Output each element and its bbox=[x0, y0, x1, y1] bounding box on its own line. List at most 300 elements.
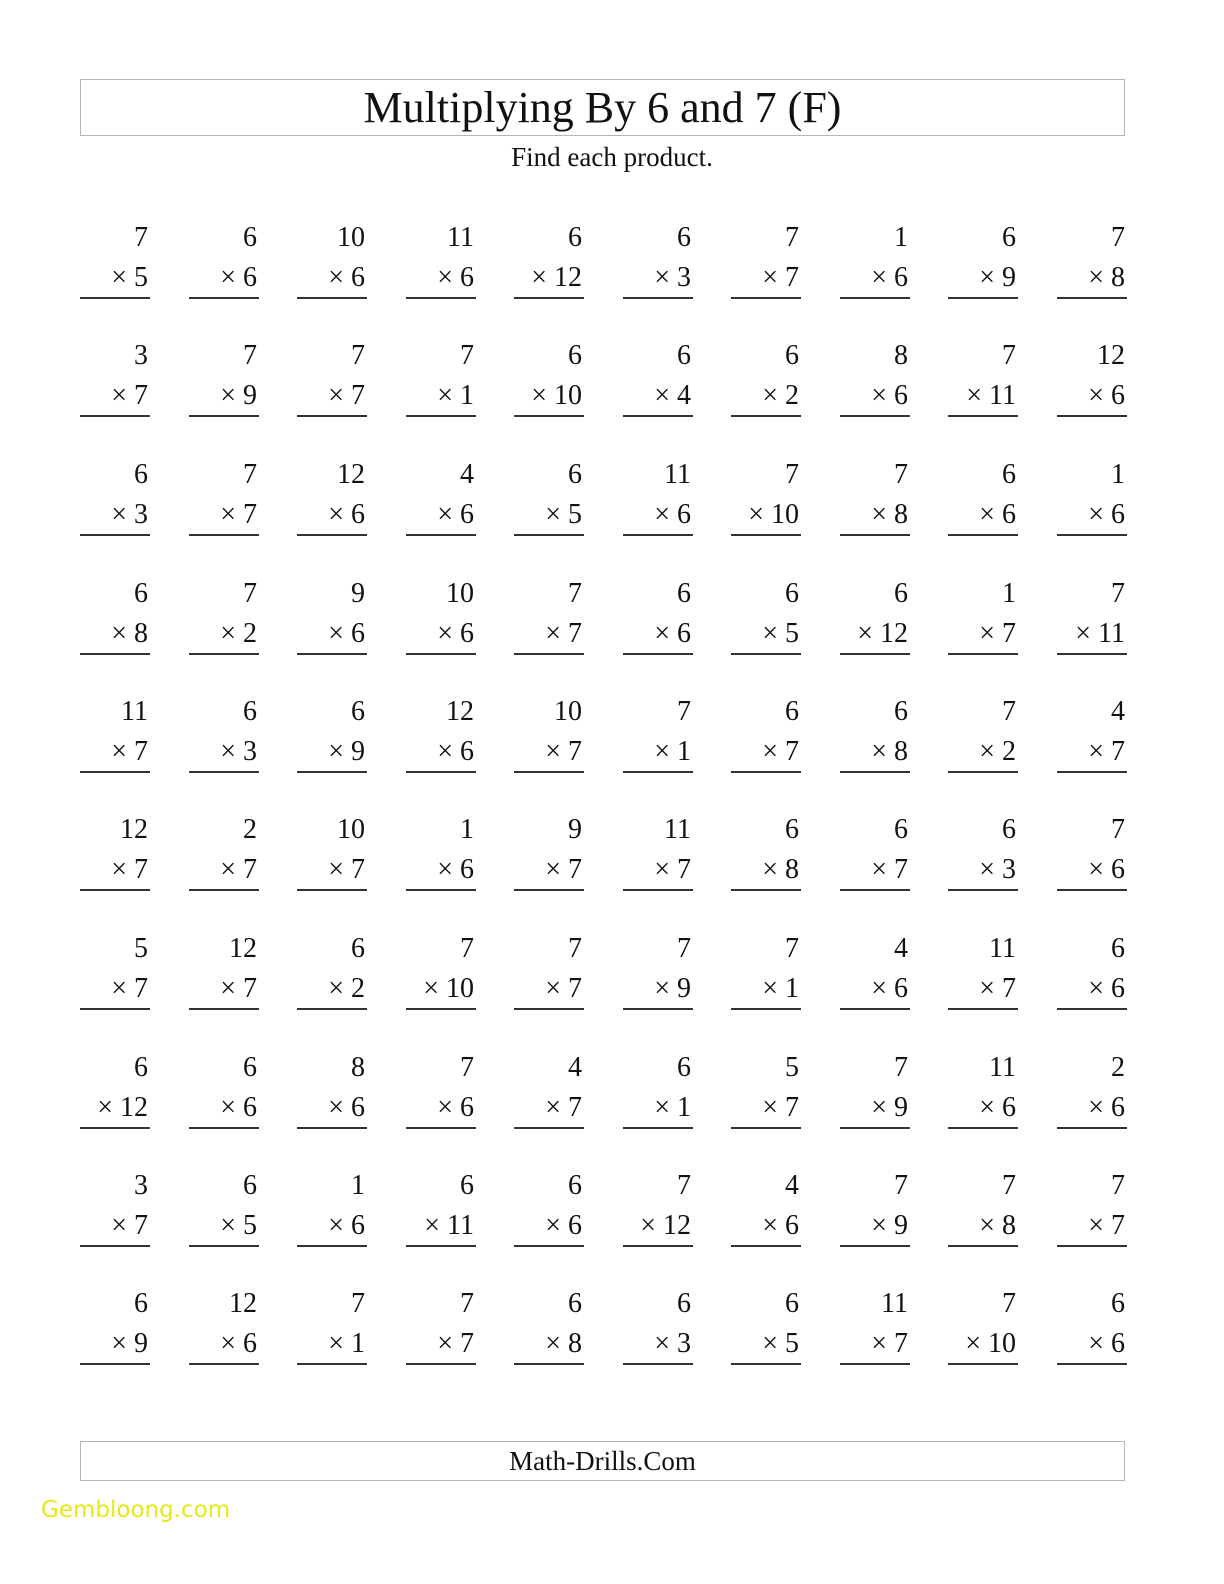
multiplier: × 1 bbox=[654, 1092, 691, 1123]
answer-line[interactable] bbox=[80, 1008, 150, 1010]
multiplicand: 6 bbox=[134, 1288, 148, 1319]
answer-line[interactable] bbox=[189, 1363, 259, 1365]
answer-line[interactable] bbox=[514, 1245, 584, 1247]
multiplier: × 7 bbox=[871, 854, 908, 885]
problem bbox=[840, 338, 910, 418]
multiplicand: 6 bbox=[351, 696, 365, 727]
answer-line[interactable] bbox=[514, 415, 584, 417]
multiplier: × 6 bbox=[1088, 973, 1125, 1004]
multiplicand: 7 bbox=[243, 459, 257, 490]
problem bbox=[1057, 338, 1127, 418]
multiplicand: 1 bbox=[894, 222, 908, 253]
answer-line[interactable] bbox=[948, 1008, 1018, 1010]
multiplier: × 6 bbox=[328, 1210, 365, 1241]
multiplier: × 8 bbox=[871, 499, 908, 530]
multiplier: × 12 bbox=[640, 1210, 691, 1241]
multiplier: × 10 bbox=[965, 1328, 1016, 1359]
answer-line[interactable] bbox=[80, 415, 150, 417]
multiplier: × 5 bbox=[762, 1328, 799, 1359]
multiplicand: 6 bbox=[568, 340, 582, 371]
multiplicand: 6 bbox=[785, 578, 799, 609]
answer-line[interactable] bbox=[948, 1363, 1018, 1365]
multiplicand: 6 bbox=[134, 1052, 148, 1083]
answer-line[interactable] bbox=[1057, 1363, 1127, 1365]
problem bbox=[80, 931, 150, 1011]
answer-line[interactable] bbox=[514, 653, 584, 655]
multiplicand: 2 bbox=[1111, 1052, 1125, 1083]
multiplicand: 3 bbox=[134, 1170, 148, 1201]
answer-line[interactable] bbox=[948, 1245, 1018, 1247]
answer-line[interactable] bbox=[623, 1245, 693, 1247]
multiplier: × 6 bbox=[654, 499, 691, 530]
answer-line[interactable] bbox=[623, 415, 693, 417]
answer-line[interactable] bbox=[840, 534, 910, 536]
multiplier: × 6 bbox=[437, 618, 474, 649]
multiplier: × 7 bbox=[111, 380, 148, 411]
answer-line[interactable] bbox=[1057, 1127, 1127, 1129]
answer-line[interactable] bbox=[840, 1245, 910, 1247]
multiplier: × 5 bbox=[545, 499, 582, 530]
answer-line[interactable] bbox=[514, 889, 584, 891]
multiplicand: 10 bbox=[554, 696, 582, 727]
multiplicand: 12 bbox=[120, 814, 148, 845]
multiplicand: 10 bbox=[337, 222, 365, 253]
answer-line[interactable] bbox=[731, 534, 801, 536]
answer-line[interactable] bbox=[297, 534, 367, 536]
multiplier: × 12 bbox=[97, 1092, 148, 1123]
multiplicand: 7 bbox=[243, 340, 257, 371]
problem bbox=[80, 1168, 150, 1248]
problem bbox=[80, 694, 150, 774]
multiplier: × 9 bbox=[871, 1092, 908, 1123]
multiplicand: 4 bbox=[894, 933, 908, 964]
answer-line[interactable] bbox=[1057, 415, 1127, 417]
answer-line[interactable] bbox=[840, 1008, 910, 1010]
multiplier: × 11 bbox=[1075, 618, 1125, 649]
problem bbox=[948, 812, 1018, 892]
answer-line[interactable] bbox=[189, 1245, 259, 1247]
problem bbox=[189, 457, 259, 537]
answer-line[interactable] bbox=[1057, 1008, 1127, 1010]
problem bbox=[1057, 220, 1127, 300]
answer-line[interactable] bbox=[406, 653, 476, 655]
multiplier: × 7 bbox=[220, 973, 257, 1004]
problem bbox=[297, 812, 367, 892]
problem-row bbox=[80, 576, 1126, 676]
problem bbox=[1057, 1050, 1127, 1130]
multiplicand: 6 bbox=[677, 222, 691, 253]
answer-line[interactable] bbox=[948, 1127, 1018, 1129]
multiplicand: 6 bbox=[785, 696, 799, 727]
problem bbox=[731, 812, 801, 892]
answer-line[interactable] bbox=[297, 297, 367, 299]
problem bbox=[1057, 576, 1127, 656]
multiplier: × 3 bbox=[654, 1328, 691, 1359]
problem bbox=[297, 931, 367, 1011]
answer-line[interactable] bbox=[406, 1008, 476, 1010]
answer-line[interactable] bbox=[80, 889, 150, 891]
multiplier: × 8 bbox=[762, 854, 799, 885]
answer-line[interactable] bbox=[80, 1363, 150, 1365]
answer-line[interactable] bbox=[623, 534, 693, 536]
answer-line[interactable] bbox=[731, 415, 801, 417]
problem bbox=[514, 1286, 584, 1366]
answer-line[interactable] bbox=[80, 297, 150, 299]
problem bbox=[297, 1050, 367, 1130]
problem bbox=[623, 1168, 693, 1248]
problem bbox=[623, 1050, 693, 1130]
answer-line[interactable] bbox=[189, 771, 259, 773]
multiplier: × 7 bbox=[437, 1328, 474, 1359]
answer-line[interactable] bbox=[731, 889, 801, 891]
answer-line[interactable] bbox=[80, 1127, 150, 1129]
answer-line[interactable] bbox=[840, 889, 910, 891]
multiplicand: 7 bbox=[1002, 696, 1016, 727]
problem bbox=[80, 1050, 150, 1130]
multiplier: × 7 bbox=[1088, 736, 1125, 767]
multiplicand: 2 bbox=[243, 814, 257, 845]
problem bbox=[948, 1286, 1018, 1366]
problem bbox=[406, 931, 476, 1011]
problem bbox=[189, 694, 259, 774]
problem bbox=[1057, 931, 1127, 1011]
multiplicand: 11 bbox=[664, 814, 691, 845]
answer-line[interactable] bbox=[840, 297, 910, 299]
answer-line[interactable] bbox=[406, 1363, 476, 1365]
answer-line[interactable] bbox=[297, 889, 367, 891]
problem-row bbox=[80, 1286, 1126, 1386]
multiplicand: 6 bbox=[243, 1052, 257, 1083]
problem bbox=[731, 931, 801, 1011]
multiplier: × 12 bbox=[857, 618, 908, 649]
problem bbox=[731, 338, 801, 418]
answer-line[interactable] bbox=[80, 1245, 150, 1247]
answer-line[interactable] bbox=[80, 534, 150, 536]
problem bbox=[840, 694, 910, 774]
problem-row bbox=[80, 338, 1126, 438]
answer-line[interactable] bbox=[623, 771, 693, 773]
answer-line[interactable] bbox=[840, 415, 910, 417]
problem-row bbox=[80, 694, 1126, 794]
problem bbox=[623, 1286, 693, 1366]
multiplicand: 7 bbox=[1111, 578, 1125, 609]
multiplier: × 6 bbox=[437, 1092, 474, 1123]
problem bbox=[514, 457, 584, 537]
problem bbox=[514, 931, 584, 1011]
answer-line[interactable] bbox=[297, 1127, 367, 1129]
answer-line[interactable] bbox=[731, 1008, 801, 1010]
problem bbox=[623, 457, 693, 537]
multiplicand: 8 bbox=[894, 340, 908, 371]
multiplier: × 8 bbox=[1088, 262, 1125, 293]
answer-line[interactable] bbox=[731, 1363, 801, 1365]
problem bbox=[406, 694, 476, 774]
multiplier: × 6 bbox=[1088, 1092, 1125, 1123]
answer-line[interactable] bbox=[406, 534, 476, 536]
multiplier: × 6 bbox=[437, 499, 474, 530]
multiplier: × 10 bbox=[531, 380, 582, 411]
answer-line[interactable] bbox=[731, 653, 801, 655]
problem bbox=[840, 1168, 910, 1248]
multiplicand: 11 bbox=[664, 459, 691, 490]
multiplicand: 10 bbox=[446, 578, 474, 609]
multiplier: × 7 bbox=[979, 973, 1016, 1004]
multiplicand: 6 bbox=[785, 1288, 799, 1319]
problem bbox=[514, 1050, 584, 1130]
answer-line[interactable] bbox=[189, 1127, 259, 1129]
problem bbox=[80, 576, 150, 656]
multiplier: × 9 bbox=[328, 736, 365, 767]
answer-line[interactable] bbox=[297, 415, 367, 417]
problem bbox=[1057, 1286, 1127, 1366]
multiplier: × 6 bbox=[328, 1092, 365, 1123]
answer-line[interactable] bbox=[948, 889, 1018, 891]
answer-line[interactable] bbox=[514, 1008, 584, 1010]
multiplicand: 6 bbox=[568, 1288, 582, 1319]
multiplicand: 7 bbox=[1111, 1170, 1125, 1201]
answer-line[interactable] bbox=[623, 1008, 693, 1010]
answer-line[interactable] bbox=[297, 1245, 367, 1247]
answer-line[interactable] bbox=[731, 1245, 801, 1247]
multiplier: × 1 bbox=[437, 380, 474, 411]
problem bbox=[189, 220, 259, 300]
answer-line[interactable] bbox=[840, 771, 910, 773]
answer-line[interactable] bbox=[840, 653, 910, 655]
multiplier: × 7 bbox=[545, 736, 582, 767]
problem bbox=[948, 694, 1018, 774]
problem bbox=[80, 338, 150, 418]
answer-line[interactable] bbox=[189, 534, 259, 536]
multiplier: × 6 bbox=[437, 736, 474, 767]
multiplicand: 6 bbox=[460, 1170, 474, 1201]
answer-line[interactable] bbox=[1057, 297, 1127, 299]
multiplier: × 6 bbox=[871, 973, 908, 1004]
answer-line[interactable] bbox=[1057, 534, 1127, 536]
problem bbox=[406, 812, 476, 892]
answer-line[interactable] bbox=[406, 1245, 476, 1247]
answer-line[interactable] bbox=[1057, 771, 1127, 773]
multiplier: × 10 bbox=[748, 499, 799, 530]
multiplier: × 9 bbox=[979, 262, 1016, 293]
multiplier: × 9 bbox=[111, 1328, 148, 1359]
multiplier: × 3 bbox=[654, 262, 691, 293]
multiplicand: 7 bbox=[677, 696, 691, 727]
problem bbox=[514, 694, 584, 774]
multiplicand: 7 bbox=[1111, 814, 1125, 845]
problem bbox=[80, 1286, 150, 1366]
multiplier: × 6 bbox=[437, 854, 474, 885]
multiplier: × 7 bbox=[762, 736, 799, 767]
multiplicand: 6 bbox=[243, 222, 257, 253]
multiplicand: 7 bbox=[894, 459, 908, 490]
problem bbox=[297, 338, 367, 418]
multiplier: × 7 bbox=[545, 618, 582, 649]
multiplier: × 6 bbox=[1088, 499, 1125, 530]
answer-line[interactable] bbox=[406, 415, 476, 417]
multiplicand: 5 bbox=[785, 1052, 799, 1083]
answer-line[interactable] bbox=[731, 771, 801, 773]
multiplier: × 1 bbox=[328, 1328, 365, 1359]
multiplicand: 11 bbox=[881, 1288, 908, 1319]
answer-line[interactable] bbox=[297, 771, 367, 773]
answer-line[interactable] bbox=[80, 771, 150, 773]
multiplicand: 11 bbox=[121, 696, 148, 727]
multiplier: × 7 bbox=[111, 973, 148, 1004]
answer-line[interactable] bbox=[406, 1127, 476, 1129]
multiplicand: 11 bbox=[989, 933, 1016, 964]
multiplicand: 9 bbox=[568, 814, 582, 845]
multiplicand: 4 bbox=[1111, 696, 1125, 727]
multiplier: × 6 bbox=[979, 1092, 1016, 1123]
multiplicand: 6 bbox=[134, 578, 148, 609]
answer-line[interactable] bbox=[1057, 653, 1127, 655]
multiplicand: 7 bbox=[1111, 222, 1125, 253]
problem-row bbox=[80, 812, 1126, 912]
answer-line[interactable] bbox=[948, 534, 1018, 536]
multiplicand: 7 bbox=[894, 1170, 908, 1201]
answer-line[interactable] bbox=[731, 1127, 801, 1129]
problem bbox=[623, 694, 693, 774]
answer-line[interactable] bbox=[189, 297, 259, 299]
multiplicand: 7 bbox=[134, 222, 148, 253]
problem bbox=[189, 1050, 259, 1130]
answer-line[interactable] bbox=[189, 889, 259, 891]
multiplier: × 7 bbox=[762, 1092, 799, 1123]
multiplicand: 1 bbox=[1002, 578, 1016, 609]
problem bbox=[80, 220, 150, 300]
problem bbox=[514, 1168, 584, 1248]
answer-line[interactable] bbox=[406, 771, 476, 773]
multiplier: × 7 bbox=[111, 736, 148, 767]
multiplicand: 11 bbox=[989, 1052, 1016, 1083]
problem bbox=[731, 1168, 801, 1248]
problem bbox=[623, 576, 693, 656]
answer-line[interactable] bbox=[514, 1127, 584, 1129]
multiplier: × 6 bbox=[328, 499, 365, 530]
multiplier: × 7 bbox=[111, 854, 148, 885]
multiplicand: 6 bbox=[785, 814, 799, 845]
problem bbox=[297, 576, 367, 656]
multiplicand: 6 bbox=[677, 1288, 691, 1319]
multiplier: × 11 bbox=[966, 380, 1016, 411]
multiplier: × 11 bbox=[424, 1210, 474, 1241]
multiplicand: 7 bbox=[351, 340, 365, 371]
multiplicand: 7 bbox=[785, 222, 799, 253]
problem bbox=[406, 1286, 476, 1366]
answer-line[interactable] bbox=[1057, 1245, 1127, 1247]
multiplicand: 6 bbox=[1111, 1288, 1125, 1319]
multiplier: × 4 bbox=[654, 380, 691, 411]
multiplier: × 8 bbox=[871, 736, 908, 767]
instructions: Find each product. bbox=[511, 142, 713, 172]
answer-line[interactable] bbox=[1057, 889, 1127, 891]
multiplier: × 6 bbox=[220, 1092, 257, 1123]
multiplicand: 6 bbox=[568, 222, 582, 253]
problem bbox=[948, 220, 1018, 300]
answer-line[interactable] bbox=[623, 653, 693, 655]
multiplier: × 7 bbox=[654, 854, 691, 885]
answer-line[interactable] bbox=[189, 415, 259, 417]
answer-line[interactable] bbox=[297, 1008, 367, 1010]
problem bbox=[731, 457, 801, 537]
answer-line[interactable] bbox=[623, 889, 693, 891]
multiplier: × 5 bbox=[220, 1210, 257, 1241]
problem bbox=[948, 338, 1018, 418]
multiplier: × 7 bbox=[220, 854, 257, 885]
multiplier: × 6 bbox=[871, 262, 908, 293]
answer-line[interactable] bbox=[731, 297, 801, 299]
answer-line[interactable] bbox=[514, 771, 584, 773]
problem bbox=[406, 457, 476, 537]
problem bbox=[731, 1286, 801, 1366]
answer-line[interactable] bbox=[623, 1127, 693, 1129]
answer-line[interactable] bbox=[189, 653, 259, 655]
answer-line[interactable] bbox=[840, 1127, 910, 1129]
problem bbox=[514, 812, 584, 892]
answer-line[interactable] bbox=[80, 653, 150, 655]
problem bbox=[1057, 694, 1127, 774]
multiplicand: 9 bbox=[351, 578, 365, 609]
answer-line[interactable] bbox=[948, 653, 1018, 655]
answer-line[interactable] bbox=[514, 534, 584, 536]
worksheet-title: Multiplying By 6 and 7 (F) bbox=[363, 82, 842, 132]
multiplicand: 4 bbox=[460, 459, 474, 490]
multiplicand: 7 bbox=[677, 1170, 691, 1201]
multiplicand: 7 bbox=[1002, 1170, 1016, 1201]
multiplicand: 6 bbox=[243, 1170, 257, 1201]
answer-line[interactable] bbox=[514, 1363, 584, 1365]
problem bbox=[297, 1286, 367, 1366]
problem bbox=[731, 220, 801, 300]
multiplicand: 12 bbox=[229, 1288, 257, 1319]
answer-line[interactable] bbox=[623, 297, 693, 299]
problem bbox=[406, 220, 476, 300]
answer-line[interactable] bbox=[189, 1008, 259, 1010]
problem bbox=[840, 576, 910, 656]
problem bbox=[623, 812, 693, 892]
multiplicand: 6 bbox=[1002, 814, 1016, 845]
multiplier: × 6 bbox=[1088, 854, 1125, 885]
multiplier: × 1 bbox=[762, 973, 799, 1004]
multiplier: × 9 bbox=[220, 380, 257, 411]
answer-line[interactable] bbox=[406, 297, 476, 299]
answer-line[interactable] bbox=[948, 415, 1018, 417]
multiplier: × 6 bbox=[762, 1210, 799, 1241]
answer-line[interactable] bbox=[514, 297, 584, 299]
answer-line[interactable] bbox=[406, 889, 476, 891]
multiplicand: 7 bbox=[460, 933, 474, 964]
multiplicand: 7 bbox=[677, 933, 691, 964]
multiplier: × 6 bbox=[1088, 1328, 1125, 1359]
answer-line[interactable] bbox=[297, 1363, 367, 1365]
multiplicand: 10 bbox=[337, 814, 365, 845]
answer-line[interactable] bbox=[948, 771, 1018, 773]
problem bbox=[189, 812, 259, 892]
answer-line[interactable] bbox=[948, 297, 1018, 299]
multiplicand: 6 bbox=[677, 1052, 691, 1083]
problem bbox=[623, 931, 693, 1011]
problem bbox=[623, 220, 693, 300]
multiplier: × 6 bbox=[220, 1328, 257, 1359]
answer-line[interactable] bbox=[840, 1363, 910, 1365]
problem bbox=[840, 1050, 910, 1130]
multiplier: × 7 bbox=[328, 854, 365, 885]
problem bbox=[840, 812, 910, 892]
multiplier: × 7 bbox=[328, 380, 365, 411]
answer-line[interactable] bbox=[623, 1363, 693, 1365]
answer-line[interactable] bbox=[297, 653, 367, 655]
multiplier: × 10 bbox=[423, 973, 474, 1004]
